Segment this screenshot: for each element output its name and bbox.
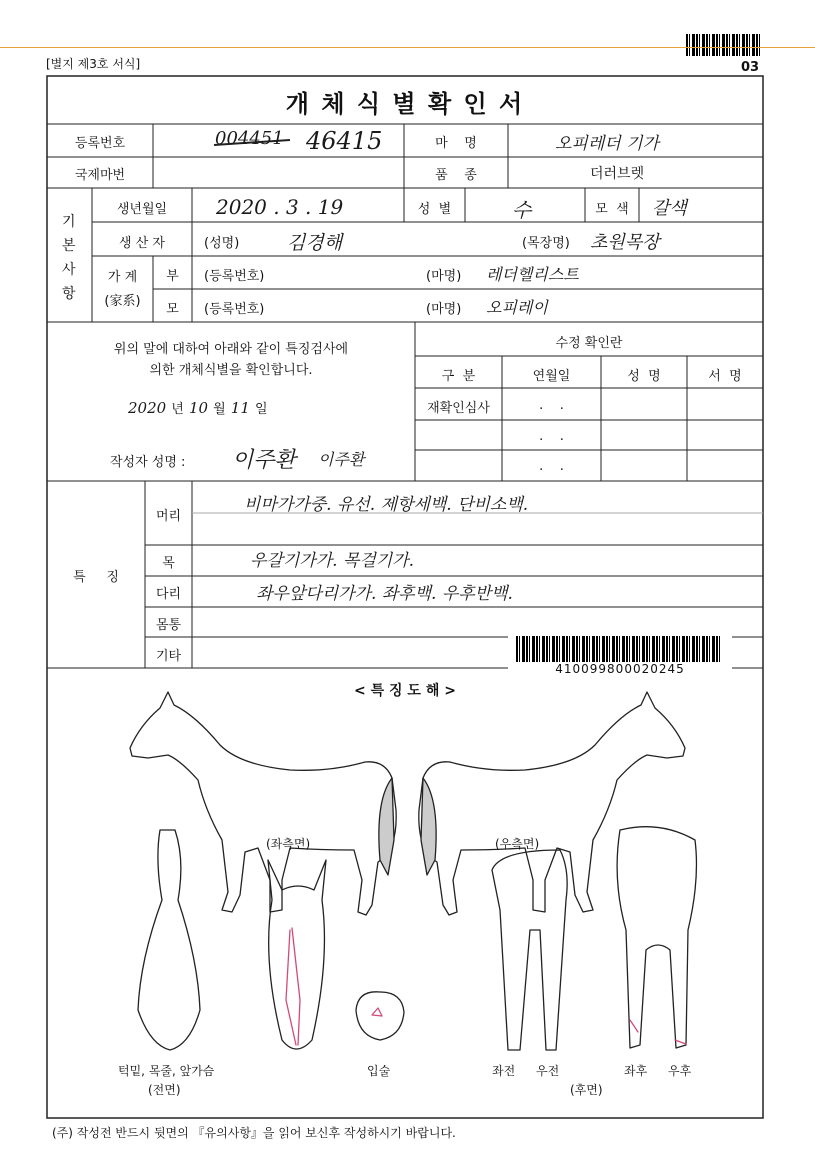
front-neck-drawing bbox=[138, 830, 200, 1050]
document-title: 개 체 식 별 확 인 서 bbox=[285, 90, 525, 118]
dam-name-label: (마명) bbox=[426, 302, 462, 317]
head-front-drawing bbox=[268, 860, 326, 1049]
feature-legs-value: 좌우앞다리가가. 좌후백. 우후반백. bbox=[256, 584, 513, 604]
dam-name-value: 오피레이 bbox=[486, 298, 548, 317]
breed-label: 품 종 bbox=[435, 168, 477, 183]
fore-right-label: 우전 bbox=[536, 1064, 560, 1078]
hind-left-label: 좌후 bbox=[624, 1064, 648, 1078]
fore-left-label: 좌전 bbox=[492, 1064, 516, 1078]
date-year-unit: 년 bbox=[171, 402, 184, 417]
farm-name-label: (목장명) bbox=[522, 236, 570, 251]
lineage-title: 가 계 bbox=[107, 270, 138, 285]
coat-color-value: 갈색 bbox=[652, 198, 687, 219]
sticker-barcode-number: 410099800020245 bbox=[555, 662, 685, 676]
sire-name-value: 레더헬리스트 bbox=[486, 265, 579, 284]
front-label: (전면) bbox=[148, 1083, 181, 1097]
feature-neck-label: 목 bbox=[162, 556, 175, 571]
producer-label: 생 산 자 bbox=[119, 236, 165, 251]
basic-label-char-3: 사 bbox=[62, 262, 76, 278]
date-month-value: 10 bbox=[188, 399, 209, 417]
revision-row-3-date: . . bbox=[539, 459, 564, 474]
horse-name-value: 오피레더 기가 bbox=[555, 134, 659, 154]
feature-body-label: 몸통 bbox=[155, 618, 182, 633]
left-side-label: (좌측면) bbox=[266, 837, 311, 851]
hindquarters-rear-drawing bbox=[617, 827, 696, 1048]
form-label: [별지 제3호 서식] bbox=[46, 57, 141, 71]
reg-number-label: 등록번호 bbox=[74, 136, 126, 151]
coat-color-label: 모 색 bbox=[595, 202, 629, 217]
revision-title: 수정 확인란 bbox=[555, 336, 623, 351]
basic-label-char-2: 본 bbox=[62, 238, 76, 254]
date-year-value: 2020 bbox=[128, 399, 167, 417]
diagram-title: < 특 징 도 해 > bbox=[354, 683, 456, 699]
sire-label: 부 bbox=[166, 269, 179, 284]
revision-row-1-date: . . bbox=[539, 398, 564, 413]
feature-legs-label: 다리 bbox=[155, 587, 182, 602]
writer-label: 작성자 성명 : bbox=[110, 455, 186, 470]
rear-label: (후면) bbox=[570, 1083, 603, 1097]
basic-label-char-4: 항 bbox=[62, 286, 76, 302]
revision-header-date: 연월일 bbox=[532, 369, 571, 384]
revision-header-kind: 구 분 bbox=[441, 369, 476, 384]
birth-value: 2020 . 3 . 19 bbox=[216, 195, 344, 219]
birth-label: 생년월일 bbox=[116, 202, 168, 217]
farm-name-value: 초원목장 bbox=[590, 232, 660, 253]
producer-name-label: (성명) bbox=[204, 236, 240, 251]
horse-name-label: 마 명 bbox=[435, 136, 477, 151]
feature-other-label: 기타 bbox=[155, 649, 182, 664]
date-day-value: 11 bbox=[230, 399, 250, 417]
intl-number-label: 국제마번 bbox=[74, 168, 126, 183]
sire-name-label: (마명) bbox=[426, 269, 462, 284]
dam-reg-label: (등록번호) bbox=[204, 302, 265, 317]
forelegs-front-drawing bbox=[492, 850, 567, 1050]
horse-right-side-drawing bbox=[419, 692, 685, 915]
reg-number-struck: 004451 bbox=[215, 128, 284, 149]
feature-head-label: 머리 bbox=[155, 509, 182, 524]
reg-number-value: 46415 bbox=[306, 127, 383, 155]
feature-head-value: 비마가가중. 유선. 제항세백. 단비소백. bbox=[244, 495, 529, 515]
sex-label: 성 별 bbox=[417, 202, 452, 217]
features-section-label: 특 징 bbox=[73, 570, 119, 585]
date-month-unit: 월 bbox=[213, 402, 226, 417]
sire-reg-label: (등록번호) bbox=[204, 269, 265, 284]
front-caption: 턱밑, 목줄, 앞가슴 bbox=[118, 1064, 215, 1078]
feature-neck-value: 우갈기가가. 목걸기가. bbox=[250, 551, 415, 571]
revision-row-2-date: . . bbox=[539, 429, 564, 444]
right-side-label: (우측면) bbox=[495, 837, 540, 851]
breed-value: 더러브렛 bbox=[590, 166, 645, 182]
page-number: 03 bbox=[741, 60, 760, 75]
confirm-line-1: 위의 말에 대하여 아래와 같이 특징검사에 bbox=[113, 342, 349, 357]
confirm-line-2: 의한 개체식별을 확인합니다. bbox=[149, 363, 313, 378]
sex-value: 수 bbox=[512, 198, 532, 222]
dam-label: 모 bbox=[166, 302, 179, 317]
revision-header-name: 성 명 bbox=[627, 369, 661, 384]
basic-label-char-1: 기 bbox=[62, 214, 76, 230]
revision-header-sign: 서 명 bbox=[708, 369, 742, 384]
revision-row-1-kind: 재확인심사 bbox=[427, 401, 490, 416]
writer-name-value: 이주환 bbox=[232, 448, 296, 473]
hind-right-label: 우후 bbox=[668, 1064, 692, 1078]
footer-note: (주) 작성전 반드시 뒷면의 『유의사항』을 읽어 보신후 작성하시기 바랍니다. bbox=[52, 1126, 456, 1140]
lineage-subtitle: (家系) bbox=[104, 294, 141, 309]
horse-left-side-drawing bbox=[130, 692, 396, 915]
date-day-unit: 일 bbox=[254, 402, 268, 417]
producer-name-value: 김경해 bbox=[287, 232, 343, 254]
writer-signature: 이주환 bbox=[318, 450, 365, 469]
muzzle-caption: 입술 bbox=[367, 1064, 391, 1078]
